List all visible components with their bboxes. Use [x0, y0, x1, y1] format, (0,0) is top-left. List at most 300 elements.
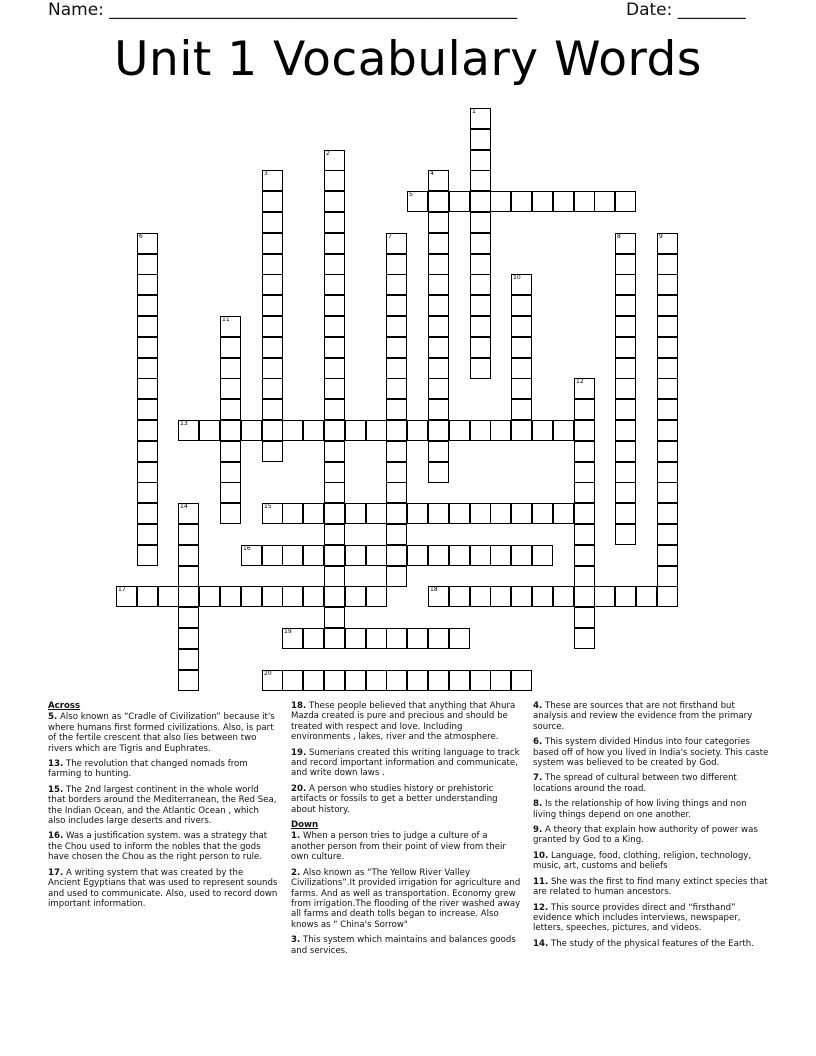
- crossword-cell[interactable]: [470, 150, 491, 171]
- crossword-cell[interactable]: [324, 441, 345, 462]
- crossword-cell[interactable]: [324, 566, 345, 587]
- clue-number-label: 10: [513, 274, 521, 281]
- crossword-cell[interactable]: [366, 503, 387, 524]
- crossword-cell[interactable]: [553, 191, 574, 212]
- crossword-cell[interactable]: [178, 545, 199, 566]
- crossword-cell[interactable]: [262, 399, 283, 420]
- crossword-cell[interactable]: [178, 586, 199, 607]
- crossword-cell[interactable]: [178, 649, 199, 670]
- crossword-cell[interactable]: [324, 628, 345, 649]
- crossword-cell[interactable]: [386, 482, 407, 503]
- crossword-cell[interactable]: [324, 399, 345, 420]
- crossword-cell[interactable]: [324, 545, 345, 566]
- clue-down-4: 4. These are sources that are not firsthand but analysis and review the evidence from the primary source.: [533, 701, 753, 732]
- crossword-cell[interactable]: [428, 441, 449, 462]
- crossword-cell[interactable]: [137, 274, 158, 295]
- crossword-cell[interactable]: [490, 586, 511, 607]
- crossword-cell[interactable]: [282, 545, 303, 566]
- crossword-cell[interactable]: [366, 586, 387, 607]
- crossword-cell[interactable]: [657, 316, 678, 337]
- crossword-cell[interactable]: [386, 670, 407, 691]
- crossword-cell[interactable]: [324, 233, 345, 254]
- crossword-cell[interactable]: [574, 420, 595, 441]
- crossword-cell[interactable]: [428, 316, 449, 337]
- clue-number-label: 12: [576, 378, 584, 385]
- crossword-cell[interactable]: [511, 586, 532, 607]
- crossword-cell[interactable]: [615, 254, 636, 275]
- crossword-cell[interactable]: [657, 503, 678, 524]
- crossword-cell[interactable]: [574, 482, 595, 503]
- crossword-cell[interactable]: [511, 191, 532, 212]
- crossword-cell[interactable]: [199, 420, 220, 441]
- crossword-cell[interactable]: [615, 399, 636, 420]
- clue-number-label: 8: [617, 233, 621, 240]
- crossword-cell[interactable]: [511, 337, 532, 358]
- crossword-cell[interactable]: [594, 586, 615, 607]
- crossword-cell[interactable]: [615, 295, 636, 316]
- crossword-cell[interactable]: [428, 670, 449, 691]
- crossword-cell[interactable]: [386, 358, 407, 379]
- crossword-cell[interactable]: [428, 254, 449, 275]
- crossword-cell[interactable]: [386, 420, 407, 441]
- crossword-cell[interactable]: [574, 607, 595, 628]
- crossword-cell[interactable]: [532, 191, 553, 212]
- crossword-cell[interactable]: [407, 545, 428, 566]
- crossword-cell[interactable]: [511, 420, 532, 441]
- crossword-cell[interactable]: [615, 441, 636, 462]
- crossword-cell[interactable]: [657, 274, 678, 295]
- crossword-cell[interactable]: [574, 524, 595, 545]
- crossword-cell[interactable]: [282, 628, 303, 649]
- crossword-cell[interactable]: [178, 524, 199, 545]
- crossword-cell[interactable]: [449, 545, 470, 566]
- crossword-cell[interactable]: [345, 503, 366, 524]
- crossword-cell[interactable]: [386, 254, 407, 275]
- crossword-cell[interactable]: [657, 378, 678, 399]
- crossword-cell[interactable]: [220, 420, 241, 441]
- crossword-cell[interactable]: [137, 441, 158, 462]
- crossword-cell[interactable]: [220, 462, 241, 483]
- crossword-cell[interactable]: [470, 295, 491, 316]
- crossword-cell[interactable]: [324, 420, 345, 441]
- crossword-cell[interactable]: [657, 482, 678, 503]
- crossword-cell[interactable]: [137, 378, 158, 399]
- crossword-cell[interactable]: [386, 337, 407, 358]
- crossword-cell[interactable]: [511, 670, 532, 691]
- crossword-cell[interactable]: [615, 503, 636, 524]
- crossword-cell[interactable]: [324, 212, 345, 233]
- crossword-cell[interactable]: [594, 191, 615, 212]
- clue-down-12: 12. This source provides direct and “firsthand” evidence which includes interviews, newspaper, letters, speeches, pictures, and videos.: [533, 902, 741, 934]
- clue-across-5: 5. Also known as “Cradle of Civilization” because it's where humans first formed civilizations. Also, is part of the fertile crescent that also lies between two rivers which are Tigris and Euphrates.: [48, 712, 275, 754]
- crossword-cell[interactable]: [657, 441, 678, 462]
- crossword-cell[interactable]: [511, 545, 532, 566]
- crossword-cell[interactable]: [324, 524, 345, 545]
- crossword-cell[interactable]: [615, 482, 636, 503]
- clue-down-10: 10. Language, food, clothing, religion, technology, music, art, customs and beliefs: [533, 850, 752, 872]
- crossword-cell[interactable]: [262, 316, 283, 337]
- crossword-cell[interactable]: [428, 212, 449, 233]
- clue-down-6: 6. This system divided Hindus into four categories based off of how you lived in India's society. This caste system was believed to be created by God.: [533, 737, 769, 769]
- crossword-cell[interactable]: [470, 274, 491, 295]
- crossword-cell[interactable]: [262, 420, 283, 441]
- crossword-cell[interactable]: [657, 566, 678, 587]
- crossword-cell[interactable]: [137, 503, 158, 524]
- crossword-cell[interactable]: [220, 399, 241, 420]
- crossword-cell[interactable]: [262, 191, 283, 212]
- crossword-cell[interactable]: [407, 628, 428, 649]
- crossword-cell[interactable]: [303, 586, 324, 607]
- crossword-cell[interactable]: [178, 628, 199, 649]
- crossword-cell[interactable]: [428, 191, 449, 212]
- crossword-cell[interactable]: [574, 566, 595, 587]
- clue-down-9: 9. A theory that explain how authority of power was granted by God to a King.: [533, 825, 758, 846]
- crossword-cell[interactable]: [220, 358, 241, 379]
- clue-across-20: 20. A person who studies history or prehistoric artifacts or fossils to get a better understanding about history.: [291, 783, 498, 815]
- crossword-cell[interactable]: [386, 274, 407, 295]
- clue-down-11: 11. She was the first to find many extinct species that are related to human ancestors.: [533, 876, 768, 898]
- crossword-cell[interactable]: [615, 337, 636, 358]
- crossword-cell[interactable]: [262, 441, 283, 462]
- crossword-cell[interactable]: [220, 586, 241, 607]
- crossword-cell[interactable]: [262, 503, 283, 524]
- crossword-cell[interactable]: [137, 462, 158, 483]
- crossword-cell[interactable]: [324, 358, 345, 379]
- crossword-cell[interactable]: [324, 274, 345, 295]
- crossword-cell[interactable]: [262, 670, 283, 691]
- crossword-cell[interactable]: [178, 670, 199, 691]
- crossword-cell[interactable]: [574, 378, 595, 399]
- crossword-cell[interactable]: [553, 420, 574, 441]
- crossword-cell[interactable]: [178, 420, 199, 441]
- crossword-cell[interactable]: [470, 129, 491, 150]
- crossword-cell[interactable]: [303, 628, 324, 649]
- crossword-cell[interactable]: [470, 191, 491, 212]
- crossword-cell[interactable]: [407, 503, 428, 524]
- crossword-cell[interactable]: [262, 378, 283, 399]
- crossword-cell[interactable]: [470, 316, 491, 337]
- crossword-cell[interactable]: [386, 399, 407, 420]
- crossword-cell[interactable]: [386, 295, 407, 316]
- clue-across-15: 15. The 2nd largest continent in the whole world that borders around the Mediterranean, the Red Sea, the Indian Ocean, and the Atlantic Ocean , which also includes large deserts and rivers.: [48, 784, 277, 827]
- crossword-cell[interactable]: [262, 254, 283, 275]
- crossword-cell[interactable]: [386, 524, 407, 545]
- crossword-cell[interactable]: [657, 399, 678, 420]
- crossword-cell[interactable]: [553, 503, 574, 524]
- crossword-cell[interactable]: [324, 670, 345, 691]
- crossword-cell[interactable]: [303, 545, 324, 566]
- crossword-cell[interactable]: [345, 670, 366, 691]
- crossword-cell[interactable]: [178, 566, 199, 587]
- crossword-cell[interactable]: [345, 420, 366, 441]
- crossword-cell[interactable]: [324, 503, 345, 524]
- crossword-cell[interactable]: [220, 316, 241, 337]
- crossword-cell[interactable]: [324, 586, 345, 607]
- crossword-cell[interactable]: [657, 337, 678, 358]
- crossword-cell[interactable]: [490, 420, 511, 441]
- crossword-cell[interactable]: [345, 628, 366, 649]
- clue-number-label: 4: [430, 170, 434, 177]
- crossword-cell[interactable]: [241, 545, 262, 566]
- clue-across-19: 19. Sumerians created this writing language to track and record important information and communicate, and write down laws .: [291, 747, 520, 779]
- clue-number-label: 19: [284, 628, 292, 635]
- clue-down-3: 3. This system which maintains and balances goods and services.: [291, 935, 516, 956]
- crossword-cell[interactable]: [262, 586, 283, 607]
- crossword-cell[interactable]: [490, 545, 511, 566]
- crossword-cell[interactable]: [428, 274, 449, 295]
- crossword-cell[interactable]: [324, 191, 345, 212]
- crossword-cell[interactable]: [490, 191, 511, 212]
- crossword-cell[interactable]: [532, 420, 553, 441]
- crossword-cell[interactable]: [220, 337, 241, 358]
- crossword-cell[interactable]: [615, 358, 636, 379]
- crossword-cell[interactable]: [324, 337, 345, 358]
- crossword-cell[interactable]: [511, 295, 532, 316]
- crossword-cell[interactable]: [470, 108, 491, 129]
- clue-column-1: [48, 701, 278, 914]
- name-field[interactable]: Name: ________________________________________________: [48, 0, 518, 20]
- crossword-cell[interactable]: [386, 566, 407, 587]
- crossword-cell[interactable]: [262, 170, 283, 191]
- crossword-cell[interactable]: [137, 337, 158, 358]
- crossword-cell[interactable]: [574, 503, 595, 524]
- crossword-cell[interactable]: [428, 233, 449, 254]
- page-title: Unit 1 Vocabulary Words: [114, 32, 702, 87]
- crossword-cell[interactable]: [511, 358, 532, 379]
- crossword-cell[interactable]: [386, 233, 407, 254]
- crossword-cell[interactable]: [262, 274, 283, 295]
- crossword-cell[interactable]: [511, 316, 532, 337]
- crossword-cell[interactable]: [636, 586, 657, 607]
- crossword-cell[interactable]: [428, 420, 449, 441]
- crossword-cell[interactable]: [262, 212, 283, 233]
- crossword-cell[interactable]: [178, 503, 199, 524]
- crossword-cell[interactable]: [657, 295, 678, 316]
- crossword-cell[interactable]: [615, 462, 636, 483]
- crossword-cell[interactable]: [282, 503, 303, 524]
- crossword-cell[interactable]: [532, 545, 553, 566]
- crossword-cell[interactable]: [615, 316, 636, 337]
- crossword-cell[interactable]: [470, 420, 491, 441]
- crossword-cell[interactable]: [532, 503, 553, 524]
- crossword-cell[interactable]: [428, 337, 449, 358]
- crossword-cell[interactable]: [345, 586, 366, 607]
- crossword-cell[interactable]: [262, 337, 283, 358]
- crossword-cell[interactable]: [449, 628, 470, 649]
- crossword-cell[interactable]: [137, 545, 158, 566]
- clue-column-2: [291, 701, 523, 961]
- clue-across-13: 13. The revolution that changed nomads from farming to hunting.: [48, 759, 248, 780]
- crossword-cell[interactable]: [428, 399, 449, 420]
- crossword-cell[interactable]: [470, 337, 491, 358]
- crossword-cell[interactable]: [366, 420, 387, 441]
- crossword-cell[interactable]: [574, 399, 595, 420]
- crossword-cell[interactable]: [449, 670, 470, 691]
- clue-number-label: 18: [430, 586, 438, 593]
- crossword-cell[interactable]: [262, 233, 283, 254]
- crossword-cell[interactable]: [386, 628, 407, 649]
- crossword-cell[interactable]: [324, 607, 345, 628]
- clue-number-label: 7: [388, 233, 392, 240]
- clue-down-7: 7. The spread of cultural between two different locations around the road.: [533, 773, 737, 794]
- crossword-cell[interactable]: [303, 420, 324, 441]
- crossword-cell[interactable]: [470, 503, 491, 524]
- crossword-cell[interactable]: [615, 524, 636, 545]
- crossword-cell[interactable]: [470, 545, 491, 566]
- crossword-cell[interactable]: [137, 316, 158, 337]
- crossword-cell[interactable]: [574, 462, 595, 483]
- crossword-cell[interactable]: [324, 378, 345, 399]
- crossword-cell[interactable]: [282, 420, 303, 441]
- crossword-cell[interactable]: [428, 586, 449, 607]
- clue-down-1: 1. When a person tries to judge a culture of a another person from their point of view from their own culture.: [291, 831, 506, 863]
- crossword-cell[interactable]: [324, 316, 345, 337]
- crossword-cell[interactable]: [137, 254, 158, 275]
- crossword-cell[interactable]: [137, 586, 158, 607]
- crossword-cell[interactable]: [470, 212, 491, 233]
- crossword-cell[interactable]: [574, 191, 595, 212]
- clue-number-label: 15: [264, 503, 272, 510]
- clue-number-label: 2: [326, 150, 330, 157]
- crossword-cell[interactable]: [220, 482, 241, 503]
- crossword-cell[interactable]: [511, 378, 532, 399]
- crossword-cell[interactable]: [303, 503, 324, 524]
- crossword-cell[interactable]: [428, 628, 449, 649]
- crossword-cell[interactable]: [303, 670, 324, 691]
- crossword-cell[interactable]: [615, 378, 636, 399]
- crossword-cell[interactable]: [615, 233, 636, 254]
- crossword-cell[interactable]: [199, 586, 220, 607]
- crossword-cell[interactable]: [574, 628, 595, 649]
- crossword-cell[interactable]: [282, 670, 303, 691]
- crossword-cell[interactable]: [615, 586, 636, 607]
- crossword-cell[interactable]: [428, 545, 449, 566]
- clue-number-label: 3: [264, 170, 268, 177]
- clue-number-label: 9: [659, 233, 663, 240]
- crossword-cell[interactable]: [386, 503, 407, 524]
- crossword-cell[interactable]: [490, 670, 511, 691]
- crossword-cell[interactable]: [282, 586, 303, 607]
- crossword-cell[interactable]: [137, 420, 158, 441]
- crossword-cell[interactable]: [386, 545, 407, 566]
- crossword-cell[interactable]: [490, 503, 511, 524]
- crossword-cell[interactable]: [470, 358, 491, 379]
- crossword-cell[interactable]: [615, 420, 636, 441]
- crossword-cell[interactable]: [366, 628, 387, 649]
- crossword-cell[interactable]: [511, 399, 532, 420]
- crossword-cell[interactable]: [158, 586, 179, 607]
- crossword-cell[interactable]: [428, 503, 449, 524]
- crossword-cell[interactable]: [324, 170, 345, 191]
- crossword-cell[interactable]: [470, 586, 491, 607]
- crossword-cell[interactable]: [324, 482, 345, 503]
- crossword-cell[interactable]: [615, 274, 636, 295]
- crossword-cell[interactable]: [428, 170, 449, 191]
- date-field[interactable]: Date: ________: [626, 0, 746, 20]
- crossword-cell[interactable]: [324, 150, 345, 171]
- crossword-cell[interactable]: [470, 233, 491, 254]
- crossword-cell[interactable]: [470, 254, 491, 275]
- crossword-cell[interactable]: [366, 545, 387, 566]
- clue-across-16: 16. Was a justification system. was a strategy that the Chou used to inform the nobles that the gods have chosen the Chou as the right person to rule.: [48, 831, 268, 863]
- crossword-cell[interactable]: [262, 358, 283, 379]
- clue-column-3: [533, 701, 771, 954]
- crossword-cell[interactable]: [324, 254, 345, 275]
- crossword-cell[interactable]: [428, 378, 449, 399]
- crossword-cell[interactable]: [386, 378, 407, 399]
- crossword-cell[interactable]: [220, 441, 241, 462]
- crossword-cell[interactable]: [137, 399, 158, 420]
- crossword-cell[interactable]: [178, 607, 199, 628]
- crossword-cell[interactable]: [449, 191, 470, 212]
- clue-number-label: 17: [118, 586, 126, 593]
- crossword-cell[interactable]: [449, 503, 470, 524]
- crossword-cell[interactable]: [366, 670, 387, 691]
- clue-number-label: 13: [180, 420, 188, 427]
- crossword-cell[interactable]: [657, 233, 678, 254]
- crossword-cell[interactable]: [574, 441, 595, 462]
- crossword-cell[interactable]: [553, 586, 574, 607]
- crossword-cell[interactable]: [574, 586, 595, 607]
- crossword-cell[interactable]: [615, 191, 636, 212]
- crossword-cell[interactable]: [407, 191, 428, 212]
- crossword-cell[interactable]: [511, 503, 532, 524]
- crossword-cell[interactable]: [137, 482, 158, 503]
- crossword-cell[interactable]: [262, 295, 283, 316]
- crossword-cell[interactable]: [449, 586, 470, 607]
- crossword-cell[interactable]: [511, 274, 532, 295]
- crossword-cell[interactable]: [428, 462, 449, 483]
- crossword-cell[interactable]: [657, 545, 678, 566]
- crossword-cell[interactable]: [449, 420, 470, 441]
- crossword-cell[interactable]: [137, 233, 158, 254]
- crossword-cell[interactable]: [428, 295, 449, 316]
- crossword-cell[interactable]: [657, 524, 678, 545]
- crossword-cell[interactable]: [241, 420, 262, 441]
- crossword-cell[interactable]: [324, 462, 345, 483]
- clue-number-label: 14: [180, 503, 188, 510]
- crossword-cell[interactable]: [386, 441, 407, 462]
- crossword-cell[interactable]: [324, 295, 345, 316]
- crossword-cell[interactable]: [407, 420, 428, 441]
- crossword-cell[interactable]: [532, 586, 553, 607]
- crossword-cell[interactable]: [241, 586, 262, 607]
- crossword-cell[interactable]: [657, 254, 678, 275]
- crossword-cell[interactable]: [407, 670, 428, 691]
- crossword-cell[interactable]: [345, 545, 366, 566]
- down-heading: Down: [291, 820, 319, 831]
- crossword-cell[interactable]: [428, 358, 449, 379]
- crossword-cell[interactable]: [657, 462, 678, 483]
- crossword-cell[interactable]: [657, 420, 678, 441]
- crossword-cell[interactable]: [386, 316, 407, 337]
- crossword-cell[interactable]: [220, 503, 241, 524]
- across-heading: Across: [48, 701, 81, 711]
- crossword-cell[interactable]: [262, 545, 283, 566]
- crossword-cell[interactable]: [137, 295, 158, 316]
- crossword-cell[interactable]: [137, 358, 158, 379]
- crossword-cell[interactable]: [470, 170, 491, 191]
- crossword-cell[interactable]: [470, 670, 491, 691]
- crossword-cell[interactable]: [137, 524, 158, 545]
- crossword-cell[interactable]: [657, 586, 678, 607]
- crossword-cell[interactable]: [220, 378, 241, 399]
- crossword-cell[interactable]: [657, 358, 678, 379]
- crossword-cell[interactable]: [574, 545, 595, 566]
- clue-number-label: 11: [222, 316, 230, 323]
- crossword-cell[interactable]: [116, 586, 137, 607]
- crossword-cell[interactable]: [386, 462, 407, 483]
